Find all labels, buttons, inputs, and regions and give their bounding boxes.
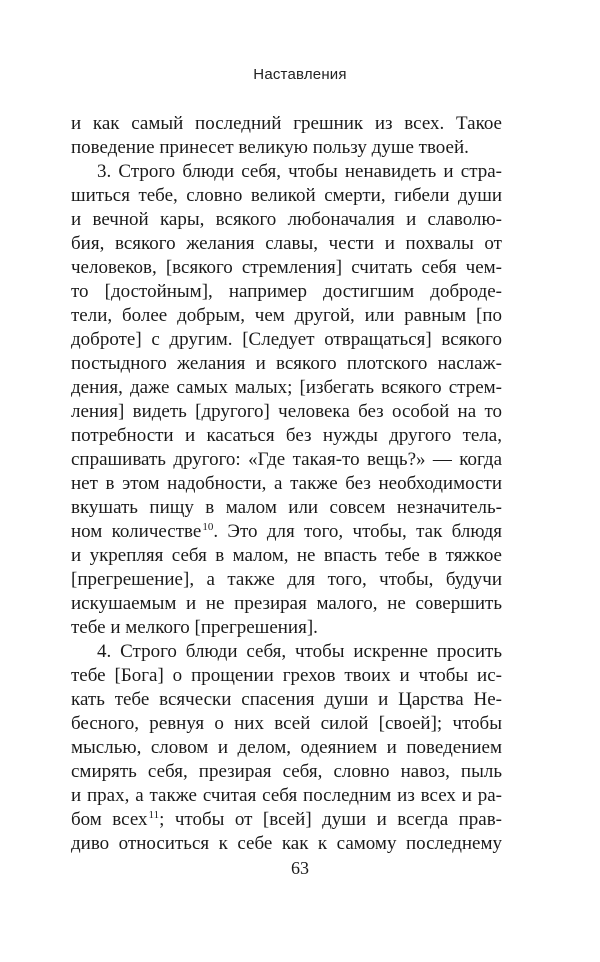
text-line: вкушать пищу в малом или совсем незначитель-	[71, 497, 502, 518]
text-line: и прах, а также считая себя последним из всех и ра-	[71, 785, 502, 806]
paragraph-4-start: 4. Строго блюди себя, чтобы искренне просить	[97, 641, 502, 662]
text-line: постыдного желания и всякого плотского наслаж-	[71, 353, 502, 374]
text-line: [прегрешение], а также для того, чтобы, будучи	[71, 569, 502, 590]
text-line: спрашивать другого: «Где такая-то вещь?» — когда	[71, 449, 502, 470]
text-line-with-footnote-11	[71, 808, 502, 832]
text-line: и укрепляя себя в малом, не впасть тебе в тяжкое	[71, 545, 502, 566]
text-line: бия, всякого желания славы, чести и похвалы от	[71, 233, 502, 254]
body-text	[71, 112, 502, 856]
text-line: тебе и мелкого [прегрешения].	[71, 617, 318, 638]
text-line: шиться тебе, словно великой смерти, гибели души	[71, 185, 502, 206]
text-line: потребности и касаться без нужды другого тела,	[71, 425, 502, 446]
text-line: и вечной кары, всякого любоначалия и славолю-	[71, 209, 502, 230]
text-segment: . Это для того, чтобы, так блюдя	[213, 521, 502, 542]
text-line: смирять себя, презирая себя, словно навоз, пыль	[71, 761, 502, 782]
footnote-ref-11: 11	[148, 809, 160, 821]
text-line: тели, более добрым, чем другой, или равным [по	[71, 305, 502, 326]
text-line: человеков, [всякого стремления] считать себя чем-	[71, 257, 502, 278]
text-segment: бом всех	[71, 809, 148, 830]
text-line-with-footnote-10	[71, 520, 502, 544]
text-line: мыслью, словом и делом, одеянием и поведением	[71, 737, 502, 758]
running-head-title: Наставления	[253, 66, 347, 83]
text-line: то [достойным], например достигшим добродe-	[71, 281, 502, 302]
text-line: кать тебе всячески спасения души и Царства Не-	[71, 689, 502, 710]
text-line: бесного, ревнуя о них всей силой [своей]; чтобы	[71, 713, 502, 734]
footnote-ref-10: 10	[202, 521, 214, 533]
text-segment: ; чтобы от [всей] души и всегда прав-	[159, 809, 502, 830]
page-number: 63	[291, 858, 309, 878]
paragraph-3-start: 3. Строго блюди себя, чтобы ненавидеть и стра-	[97, 161, 502, 182]
text-line: нет в этом надобности, а также без необходимости	[71, 473, 502, 494]
text-line: поведение принесет великую пользу душе твоей.	[71, 137, 469, 158]
text-line: дения, даже самых малых; [избегать всякого стрем-	[71, 377, 502, 398]
text-line: ления] видеть [другого] человека без особой на то	[71, 401, 502, 422]
text-line: тебе [Бога] о прощении грехов твоих и чтобы ис-	[71, 665, 502, 686]
text-line: и как самый последний грешник из всех. Такое	[71, 113, 502, 134]
text-line: доброте] с другим. [Следует отвращаться] всякого	[71, 329, 502, 350]
text-segment: ном количестве	[71, 521, 202, 542]
text-line: диво относиться к себе как к самому последнему	[71, 833, 502, 854]
text-line: искушаемым и не презирая малого, не совершить	[71, 593, 502, 614]
